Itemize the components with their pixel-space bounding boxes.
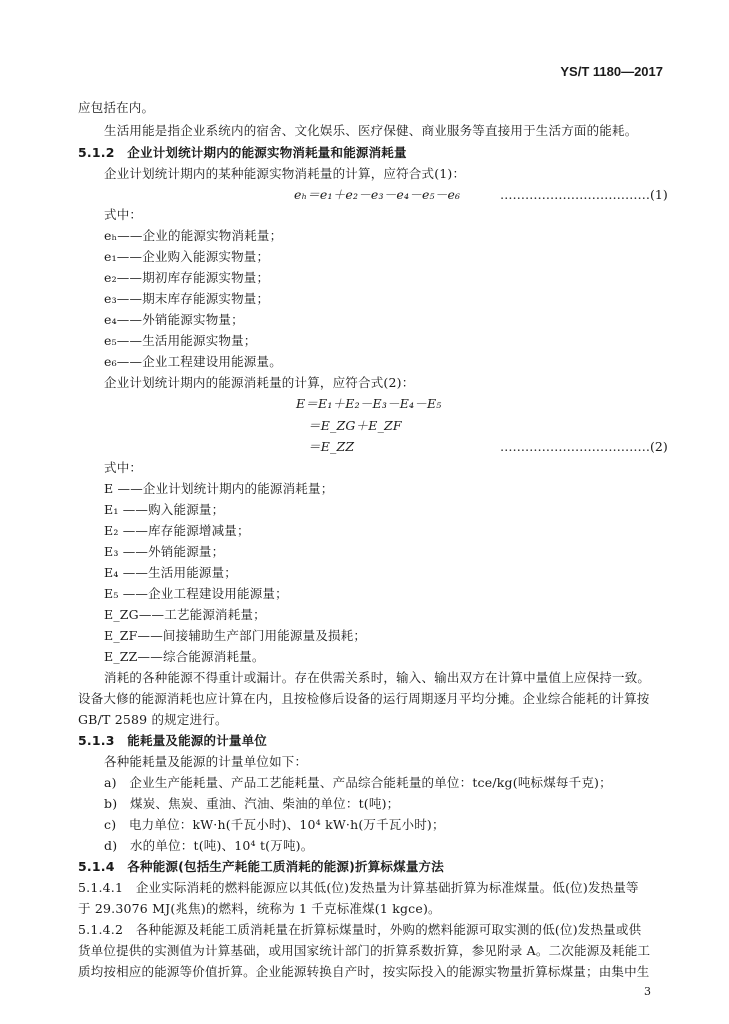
definition-line: e₃——期末库存能源实物量； bbox=[104, 291, 270, 306]
definition-line: E_ZZ——综合能源消耗量。 bbox=[104, 649, 265, 664]
equation-1-number: ………………………………(1) bbox=[500, 187, 668, 202]
definition-line: eₕ——企业的能源实物消耗量； bbox=[104, 228, 283, 243]
equation-2-line-3: ＝E_ZZ bbox=[308, 439, 355, 454]
section-heading-5-1-2: 5.1.2 企业计划统计期内的能源实物消耗量和能源消耗量 bbox=[78, 145, 407, 160]
list-item-c: c) 电力单位：kW·h(千瓦小时)、10⁴ kW·h(万千瓦小时)； bbox=[104, 817, 445, 832]
equation-2-line-1: E＝E₁＋E₂－E₃－E₄－E₅ bbox=[296, 396, 442, 411]
text-line: 货单位提供的实测值为计算基础，或用国家统计部门的折算系数折算，参见附录 A。二次能源及耗能工 bbox=[78, 943, 651, 958]
list-item-b: b) 煤炭、焦炭、重油、汽油、柴油的单位：t(吨)； bbox=[104, 796, 400, 811]
definition-line: e₁——企业购入能源实物量； bbox=[104, 249, 270, 264]
text-line: 企业计划统计期内的能源消耗量的计算，应符合式(2)： bbox=[104, 375, 415, 390]
definition-line: E₄ ——生活用能源量； bbox=[104, 565, 238, 580]
section-heading-5-1-3: 5.1.3 能耗量及能源的计量单位 bbox=[78, 733, 267, 748]
text-line: 于 29.3076 MJ(兆焦)的燃料，统称为 1 千克标准煤(1 kgce)。 bbox=[78, 901, 441, 916]
text-line: 企业计划统计期内的某种能源实物消耗量的计算，应符合式(1)： bbox=[104, 166, 466, 181]
equation-1: eₕ＝e₁＋e₂－e₃－e₄－e₅－e₆ bbox=[294, 187, 461, 202]
definition-line: E ——企业计划统计期内的能源消耗量； bbox=[104, 481, 334, 496]
text-line: 质均按相应的能源等价值折算。企业能源转换自产时，按实际投入的能源实物量折算标煤量；由集中生 bbox=[78, 964, 650, 979]
list-item-a: a) 企业生产能耗量、产品工艺能耗量、产品综合能耗量的单位：tce/kg(吨标煤每千克)； bbox=[104, 775, 612, 790]
text-line: GB/T 2589 的规定进行。 bbox=[78, 712, 228, 727]
definition-line: E_ZF——间接辅助生产部门用能源量及损耗； bbox=[104, 628, 367, 643]
text-line: 各种能耗量及能源的计量单位如下： bbox=[104, 754, 308, 769]
definition-line: E₅ ——企业工程建设用能源量； bbox=[104, 586, 288, 601]
text-line: 5.1.4.1 企业实际消耗的燃料能源应以其低(位)发热量为计算基础折算为标准煤量。低(位)发热量等 bbox=[78, 880, 639, 895]
document-number: YS/T 1180—2017 bbox=[560, 64, 663, 79]
definition-line: e₄——外销能源实物量； bbox=[104, 312, 244, 327]
equation-2-number: ………………………………(2) bbox=[500, 439, 668, 454]
definition-line: e₂——期初库存能源实物量； bbox=[104, 270, 270, 285]
text-line: 5.1.4.2 各种能源及耗能工质消耗量在折算标煤量时，外购的燃料能源可取实测的低(位)发热量或供 bbox=[78, 922, 642, 937]
section-heading-5-1-4: 5.1.4 各种能源(包括生产耗能工质消耗的能源)折算标煤量方法 bbox=[78, 859, 444, 874]
where-label: 式中： bbox=[104, 460, 143, 475]
text-line: 消耗的各种能源不得重计或漏计。存在供需关系时，输入、输出双方在计算中量值上应保持一致。 bbox=[104, 670, 651, 685]
page-number: 3 bbox=[644, 985, 651, 998]
equation-2-line-2: ＝E_ZG＋E_ZF bbox=[308, 418, 402, 433]
text-line: 应包括在内。 bbox=[78, 100, 155, 115]
definition-line: E₂ ——库存能源增减量； bbox=[104, 523, 250, 538]
definition-line: e₆——企业工程建设用能源量。 bbox=[104, 354, 282, 369]
where-label: 式中： bbox=[104, 207, 143, 222]
text-line: 生活用能是指企业系统内的宿舍、文化娱乐、医疗保健、商业服务等直接用于生活方面的能耗。 bbox=[104, 123, 638, 138]
text-line: 设备大修的能源消耗也应计算在内，且按检修后设备的运行周期逐月平均分摊。企业综合能耗的计算按 bbox=[78, 691, 650, 706]
definition-line: E₁ ——购入能源量； bbox=[104, 502, 225, 517]
definition-line: E₃ ——外销能源量； bbox=[104, 544, 225, 559]
definition-line: e₅——生活用能源实物量； bbox=[104, 333, 257, 348]
definition-line: E_ZG——工艺能源消耗量； bbox=[104, 607, 266, 622]
list-item-d: d) 水的单位：t(吨)、10⁴ t(万吨)。 bbox=[104, 838, 314, 853]
